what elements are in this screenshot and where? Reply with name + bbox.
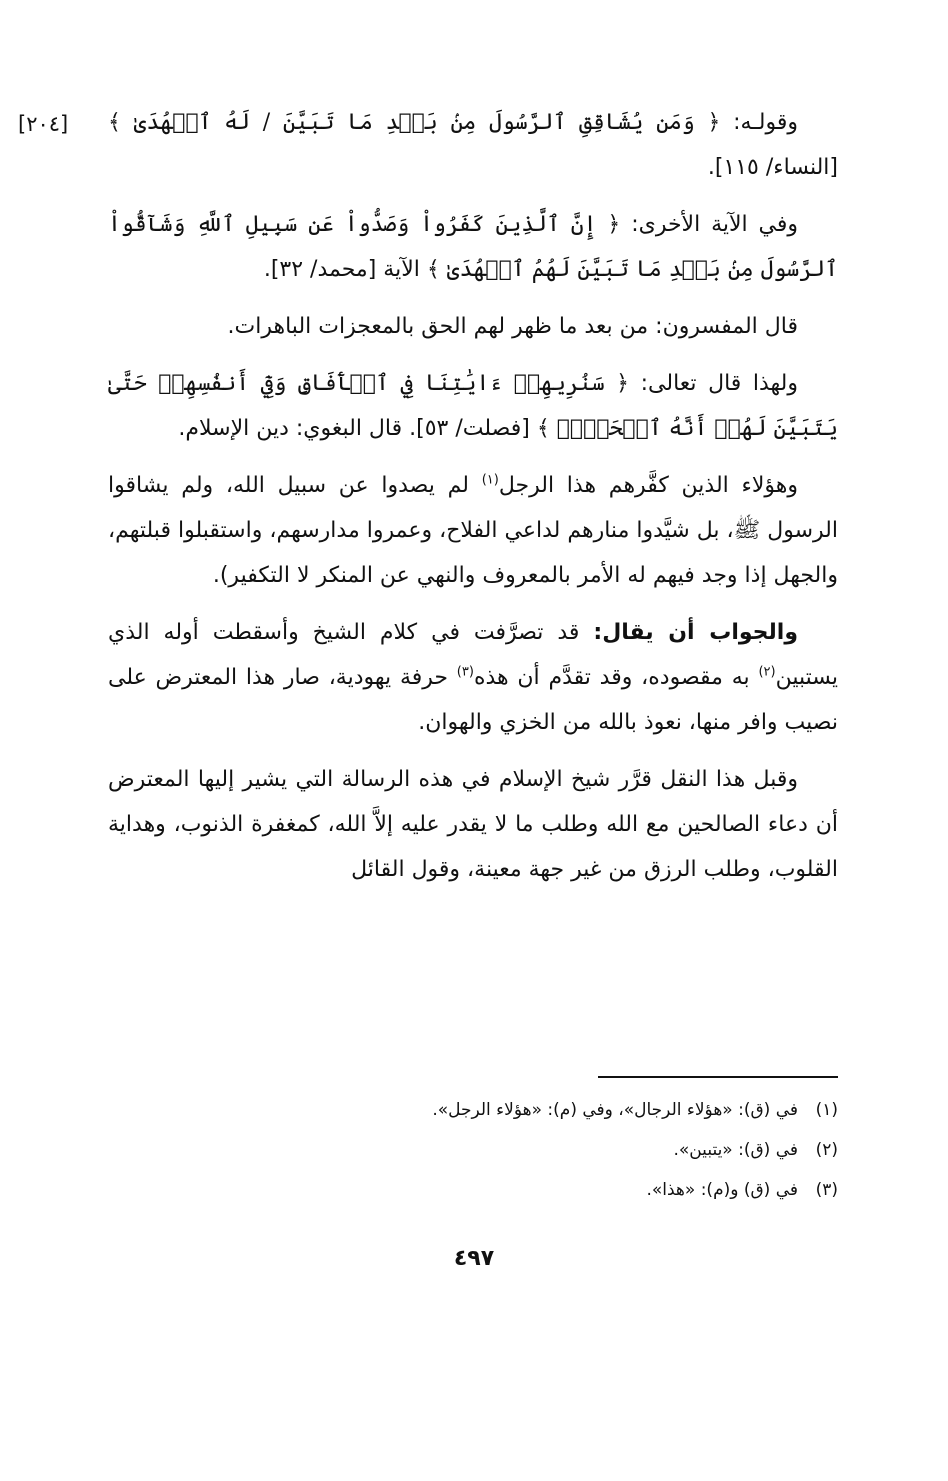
quran-verse-2: ﴿ إِنَّ ٱلَّذِينَ كَفَرُواْ وَصَدُّواْ عَن سَبِيلِ ٱللَّهِ وَشَآقُّواْ ٱلرَّسُولَ مِنۢ بَعۡدِ مَا تَبَيَّنَ لَهُمُ ٱلۡهُدَىٰ ﴾ bbox=[108, 212, 838, 282]
footnote-2 bbox=[118, 1130, 838, 1170]
footnote-number: (٣) bbox=[815, 1180, 838, 1200]
paragraph-2-prefix: وفي الآية الأخرى: bbox=[631, 212, 798, 237]
paragraph-7-text: وقبل هذا النقل قرَّر شيخ الإسلام في هذه الرسالة التي يشير إليها المعترض أن دعاء الصالحين مع الله وطلب ما لا يقدر عليه إلاَّ الله، كمغفرة الذنوب، وهداية القلوب، وطلب الرزق من غير جهة معينة، وقول القائل bbox=[108, 767, 838, 882]
quran-verse-1: ﴿ وَمَن يُشَاقِقِ ٱلرَّسُولَ مِنۢ بَعۡدِ مَا تَبَيَّنَ / لَهُ ٱلۡهُدَىٰ ﴾ bbox=[108, 110, 721, 135]
paragraph-1-suffix: [النساء/ ١١٥]. bbox=[707, 155, 838, 180]
footnote-text: في (ق): «هؤلاء الرجال»، وفي (م): «هؤلاء الرجل». bbox=[432, 1100, 798, 1120]
footnote-number: (١) bbox=[815, 1100, 838, 1120]
answer-lead: والجواب أن يقال: bbox=[593, 620, 799, 645]
paragraph-4-prefix: ولهذا قال تعالى: bbox=[640, 371, 798, 396]
page-marker: [٢٠٤] bbox=[18, 112, 69, 136]
quran-verse-3: ﴿ سَنُرِيهِمۡ ءَايَٰتِنَا فِي ٱلۡأٓفَاقِ وَفِيٓ أَنفُسِهِمۡ حَتَّىٰ يَتَبَيَّنَ لَهُمۡ أَنَّهُ ٱلۡحَقُّۗ ﴾ bbox=[108, 371, 838, 441]
footnote-text: في (ق) و(م): «هذا». bbox=[646, 1180, 798, 1200]
paragraph-2-suffix: الآية [محمد/ ٣٢]. bbox=[263, 257, 420, 282]
footnote-ref-3[interactable]: (٣) bbox=[456, 664, 474, 680]
footnote-3 bbox=[118, 1170, 838, 1210]
footnote-number: (٢) bbox=[815, 1140, 838, 1160]
page-number: ٤٩٧ bbox=[453, 1246, 495, 1271]
paragraph-1-prefix: وقولـه: bbox=[733, 110, 798, 135]
paragraph-6-text-a: قد تصرَّفت في كلام الشيخ وأسقطت أوله الذي يستبين bbox=[108, 620, 838, 690]
paragraph-5-text-b: لم يصدوا عن سبيل الله، ولم يشاقوا الرسول ﷺ، بل شيَّدوا منارهم لداعي الفلاح، وعمروا مدارسهم، واستقبلوا قبلتهم، والجهل إذا وجد فيهم له الأمر بالمعروف والنهي عن المنكر لا التكفير). bbox=[108, 473, 838, 588]
paragraph-1 bbox=[108, 100, 838, 190]
paragraph-6 bbox=[108, 610, 838, 745]
footnote-text: في (ق): «يتبين». bbox=[673, 1140, 798, 1160]
paragraph-3-text: قال المفسرون: من بعد ما ظهر لهم الحق بالمعجزات الباهرات. bbox=[227, 314, 798, 339]
footnotes bbox=[118, 1090, 838, 1210]
paragraph-4-suffix: [فصلت/ ٥٣]. قال البغوي: دين الإسلام. bbox=[178, 416, 530, 441]
page-body bbox=[108, 100, 838, 904]
paragraph-7 bbox=[108, 757, 838, 892]
paragraph-2 bbox=[108, 202, 838, 292]
paragraph-3 bbox=[108, 304, 838, 349]
paragraph-4 bbox=[108, 361, 838, 451]
footnote-1 bbox=[118, 1090, 838, 1130]
footnote-divider bbox=[598, 1076, 838, 1078]
paragraph-5-text-a: وهؤلاء الذين كفَّرهم هذا الرجل bbox=[498, 473, 798, 498]
paragraph-5 bbox=[108, 463, 838, 598]
paragraph-6-text-c: حرفة يهودية، صار هذا المعترض على نصيب وافر منها، نعوذ بالله من الخزي والهوان. bbox=[108, 665, 838, 735]
footnote-ref-2[interactable]: (٢) bbox=[758, 664, 776, 680]
footnote-ref-1[interactable]: (١) bbox=[481, 472, 499, 488]
paragraph-6-text-b: به مقصوده، وقد تقدَّم أن هذه bbox=[473, 665, 759, 690]
